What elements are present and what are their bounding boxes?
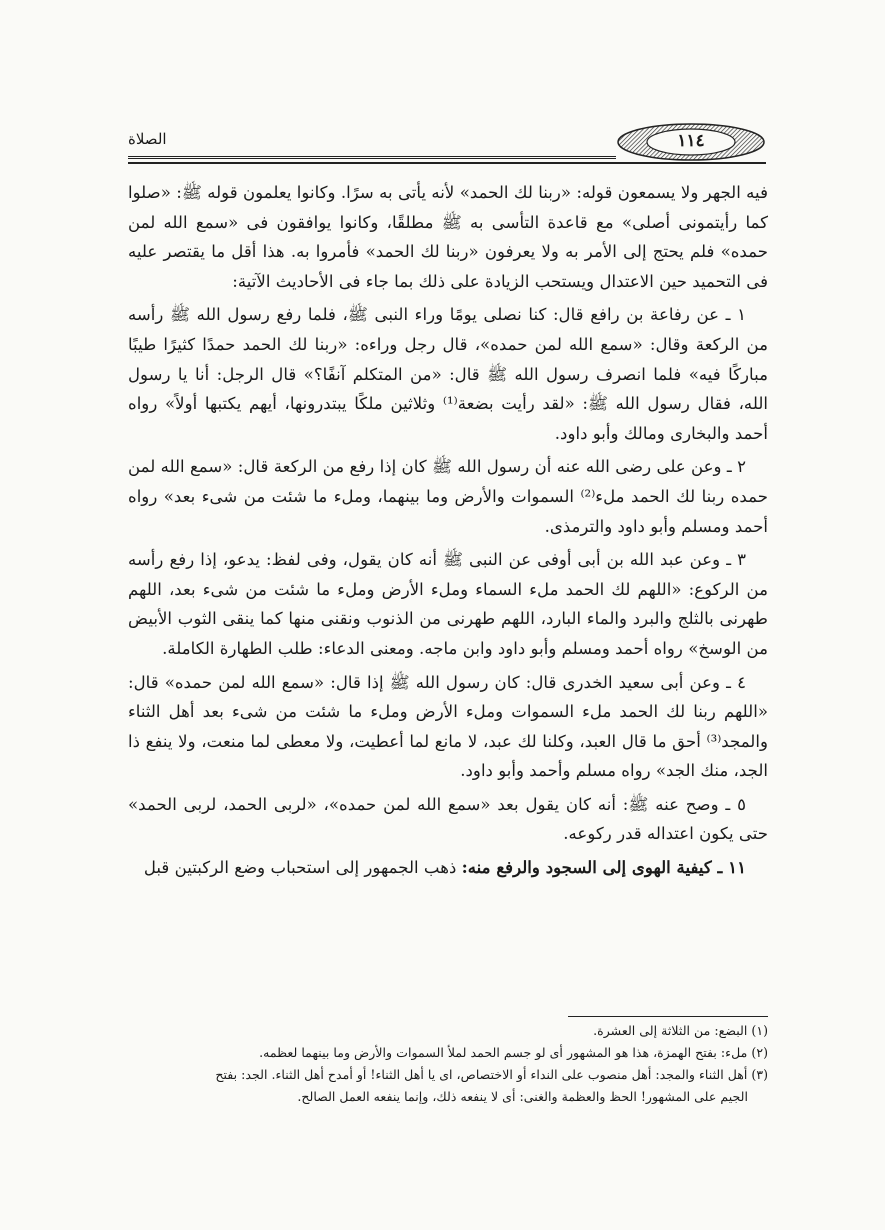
hadith-3: ٣ ـ وعن عبد الله بن أبى أوفى عن النبى ﷺ أنه كان يقول، وفى لفظ: يدعو، إذا رفع رأسه من الركوع: «اللهم لك الحمد ملء السماء وملء الأرض وملء ما شئت من شىء بعد، اللهم طهرنى بالثلج والبرد والماء البارد، اللهم طهرنى من الذنوب ونقنى منها كما ينقى الثوب الأبيض من الوسخ» رواه أحمد ومسلم وأبو داود وابن ماجه. ومعنى الدعاء: طلب الطهارة الكاملة.: [128, 550, 768, 658]
chapter-title: الصلاة: [128, 130, 167, 148]
footnote-3: (٣) أهل الثناء والمجد: أهل منصوب على النداء أو الاختصاص، اى يا أهل الثناء! أو أمدح أهل الثناء. الجد: بفتح: [215, 1067, 768, 1082]
hadith-1: ١ ـ عن رفاعة بن رافع قال: كنا نصلى يومًا وراء النبى ﷺ، فلما رفع رسول الله ﷺ رأسه من الركعة وقال: «سمع الله لمن حمده»، قال رجل وراءه: «ربنا لك الحمد حمدًا كثيرًا طيبًا مباركًا فيه» فلما انصرف رسول الله ﷺ قال: «من المتكلم آنفًا؟» قال الرجل: أنا يا رسول الله، فقال رسول الله ﷺ: «لقد رأيت بضعة⁽¹⁾ وثلاثين ملكًا يبتدرونها، أيهم يكتبها أولاً» رواه أحمد والبخارى ومالك وأبو داود.: [128, 305, 768, 443]
main-text: [128, 178, 768, 887]
header-rule-thin: [128, 162, 766, 164]
footnote-3-continued: الجيم على المشهور! الحظ والعظمة والغنى: أى لا ينفعه ذلك، وإنما ينفعه العمل الصالح.: [297, 1089, 748, 1104]
running-header: [128, 122, 766, 162]
footnote-1: (١) البضع: من الثلاثة إلى العشرة.: [593, 1023, 768, 1038]
hadith-2: ٢ ـ وعن على رضى الله عنه أن رسول الله ﷺ كان إذا رفع من الركعة قال: «سمع الله لمن حمده ربنا لك الحمد ملء⁽²⁾ السموات والأرض وما بينهما، وملء ما شئت من شىء بعد» رواه أحمد ومسلم وأبو داود والترمذى.: [128, 457, 768, 536]
hadith-5: ٥ ـ وصح عنه ﷺ: أنه كان يقول بعد «سمع الله لمن حمده»، «لربى الحمد، لربى الحمد» حتى يكون اعتداله قدر ركوعه.: [128, 794, 768, 844]
footnote-rule: [568, 1016, 768, 1017]
hadith-4: ٤ ـ وعن أبى سعيد الخدرى قال: كان رسول الله ﷺ إذا قال: «سمع الله لمن حمده» قال: «اللهم ربنا لك الحمد ملء السموات وملء الأرض وملء ما شئت من شىء بعد أهل الثناء والمجد⁽³⁾ أحق ما قال العبد، وكلنا لك عبد، لا مانع لما أعطيت، ولا معطى لما منعت، ولا ينفع ذا الجد، منك الجد» رواه مسلم وأحمد وأبو داود.: [128, 672, 768, 781]
page-number: ١١٤: [677, 131, 705, 151]
section-paragraph: [128, 853, 768, 883]
page-number-badge: [616, 122, 766, 162]
footnote-2: (٢) ملء: بفتح الهمزة، هذا هو المشهور أى لو جسم الحمد لملأ السموات والأرض وما بينهما لعظمه.: [259, 1045, 768, 1060]
footnotes: [128, 1020, 768, 1108]
header-rule: [128, 156, 616, 159]
intro-paragraph: فيه الجهر ولا يسمعون قوله: «ربنا لك الحمد» لأنه يأتى به سرًا. وكانوا يعلمون قوله ﷺ: «صلوا كما رأيتمونى أصلى» مع قاعدة التأسى به ﷺ مطلقًا، وكانوا يوافقون فى «سمع الله لمن حمده» فلم يحتج إلى الأمر به ولا يعرفون «ربنا لك الحمد» فأمروا به. هذا أقل ما يقتصر عليه فى التحميد حين الاعتدال ويستحب الزيادة على ذلك بما جاء فى الأحاديث الآتية:: [128, 183, 768, 291]
section-text: ذهب الجمهور إلى استحباب وضع الركبتين قبل: [143, 858, 457, 878]
section-heading: ١١ ـ كيفية الهوى إلى السجود والرفع منه:: [461, 857, 746, 878]
